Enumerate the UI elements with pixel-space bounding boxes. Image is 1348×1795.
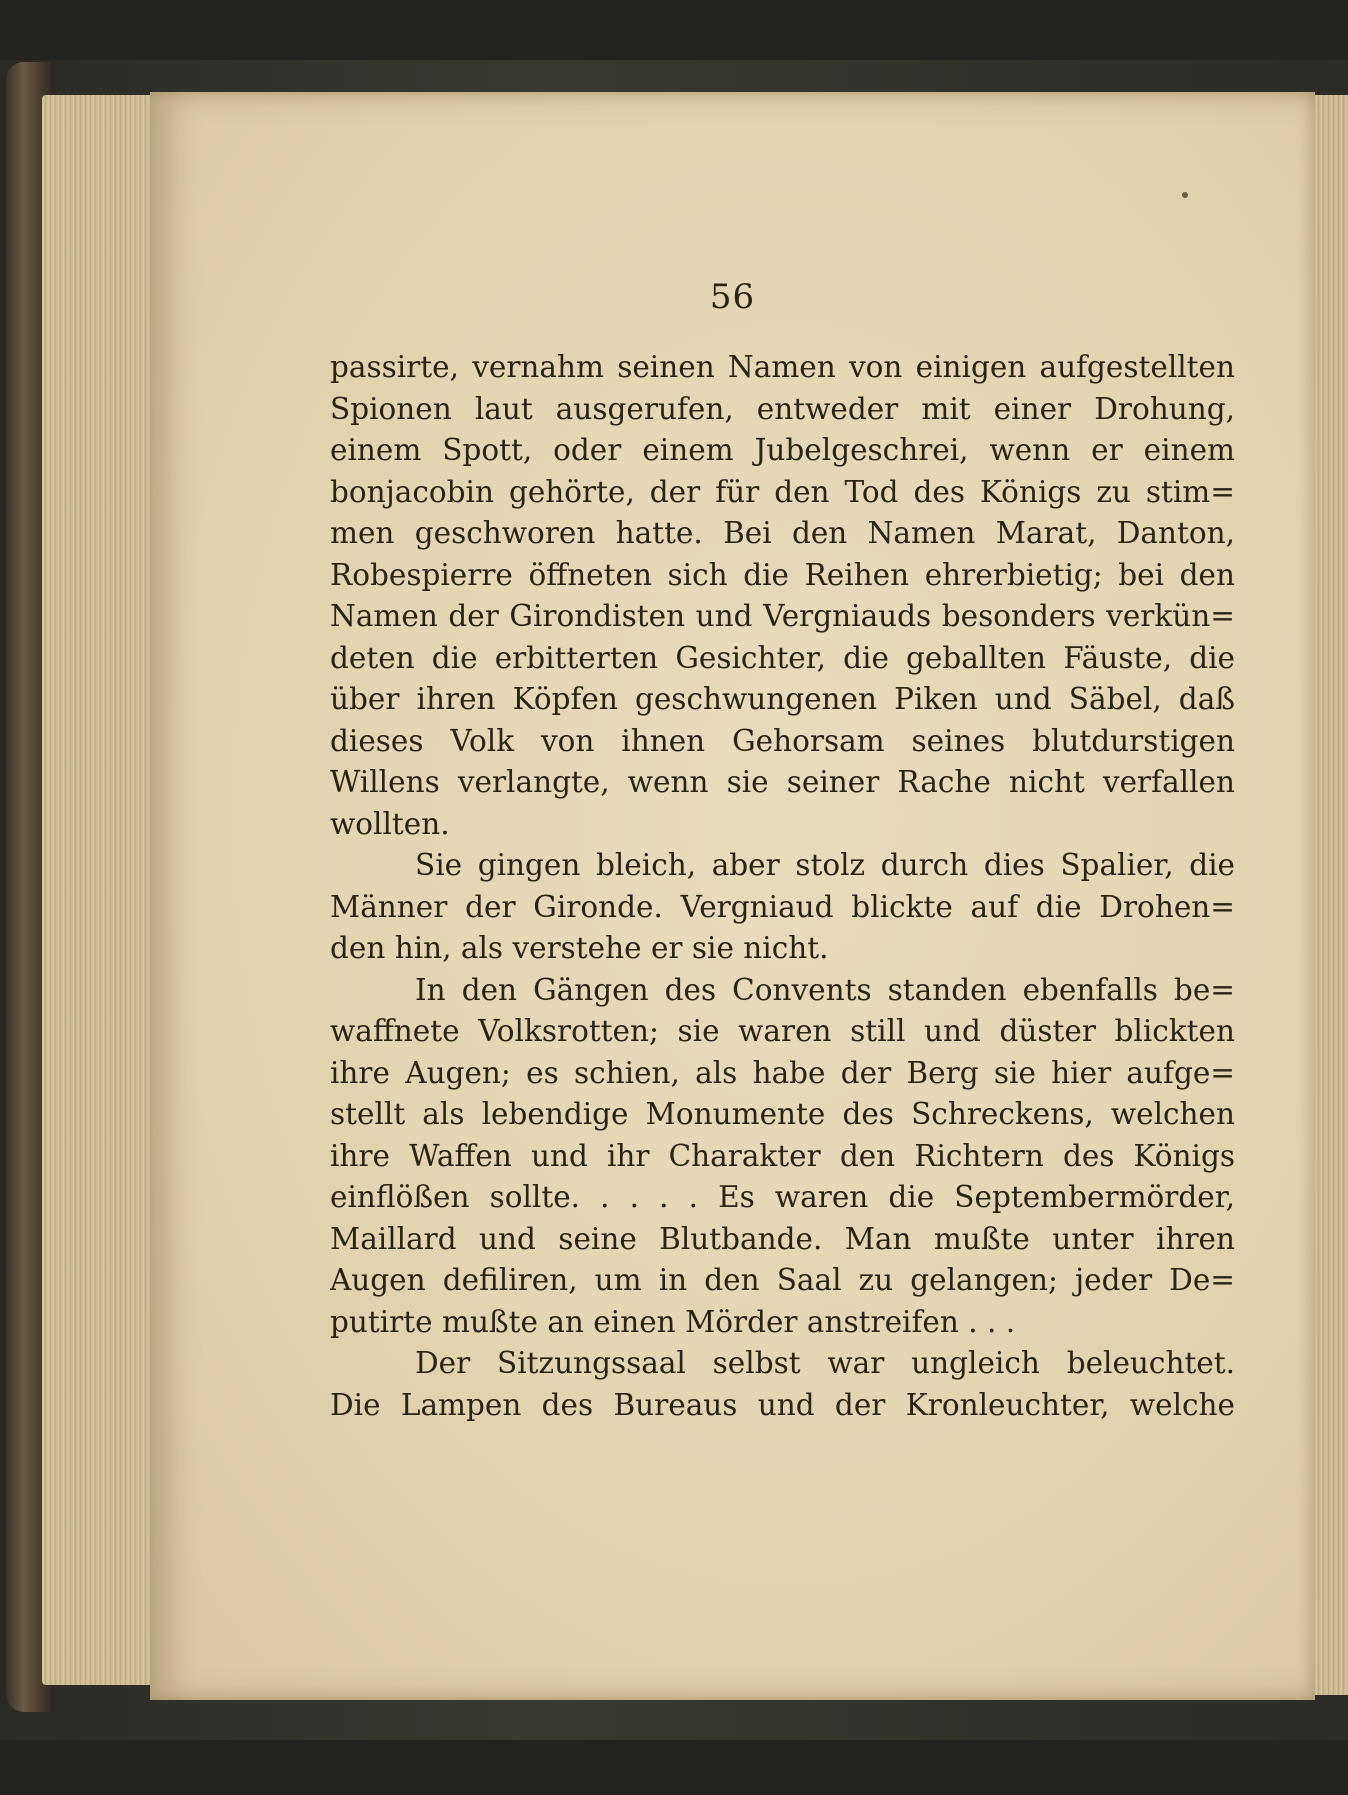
text-line: Augen defiliren, um in den Saal zu gelangen; jeder De= — [330, 1263, 1235, 1297]
text-line: Spionen laut ausgerufen, entweder mit einer Drohung, — [330, 391, 1235, 426]
text-line: Willens verlangte, wenn sie seiner Rache nicht verfallen — [330, 765, 1235, 799]
page-speck — [1182, 192, 1188, 198]
book-page — [150, 92, 1315, 1700]
text-line: den hin, als verstehe er sie nicht. — [330, 931, 829, 965]
text-line: Die Lampen des Bureaus und der Kronleuchter, welche — [330, 1387, 1235, 1422]
page-number: 56 — [709, 277, 756, 317]
text-line: Namen der Girondisten und Vergniauds besonders verkün= — [330, 599, 1235, 633]
text-line: ihre Waffen und ihr Charakter den Richtern des Königs — [330, 1138, 1235, 1173]
text-line: stellt als lebendige Monumente des Schreckens, welchen — [330, 1097, 1235, 1131]
text-line: ihre Augen; es schien, als habe der Berg sie hier aufge= — [330, 1055, 1235, 1090]
text-line: Sie gingen bleich, aber stolz durch dies Spalier, die — [415, 848, 1235, 882]
text-line: Der Sitzungssaal selbst war ungleich beleuchtet. — [415, 1346, 1235, 1380]
text-line: einflößen sollte. . . . . Es waren die Septembermörder, — [330, 1180, 1235, 1214]
text-line: In den Gängen des Convents standen ebenfalls be= — [415, 972, 1235, 1007]
text-line: putirte mußte an einen Mörder anstreifen . . . — [330, 1304, 1016, 1339]
text-line: waffnete Volksrotten; sie waren still und düster blickten — [330, 1014, 1235, 1048]
text-line: Maillard und seine Blutbande. Man mußte unter ihren — [330, 1221, 1235, 1256]
text-line: passirte, vernahm seinen Namen von einigen aufgestellten — [330, 350, 1235, 384]
page-edges-left — [42, 95, 162, 1685]
text-line: einem Spott, oder einem Jubelgeschrei, wenn er einem — [330, 433, 1235, 467]
text-line: dieses Volk von ihnen Gehorsam seines blutdurstigen — [330, 723, 1235, 758]
text-line: deten die erbitterten Gesichter, die geballten Fäuste, die — [330, 640, 1235, 675]
text-line: wollten. — [330, 806, 450, 841]
page-text — [330, 347, 1235, 1607]
text-line: men geschworen hatte. Bei den Namen Marat, Danton, — [330, 516, 1235, 550]
text-line: Robespierre öffneten sich die Reihen ehrerbietig; bei den — [330, 557, 1235, 592]
text-line: Männer der Gironde. Vergniaud blickte auf die Drohen= — [330, 889, 1235, 924]
text-line: über ihren Köpfen geschwungenen Piken und Säbel, daß — [330, 682, 1235, 716]
text-line: bonjacobin gehörte, der für den Tod des Königs zu stim= — [330, 474, 1235, 509]
